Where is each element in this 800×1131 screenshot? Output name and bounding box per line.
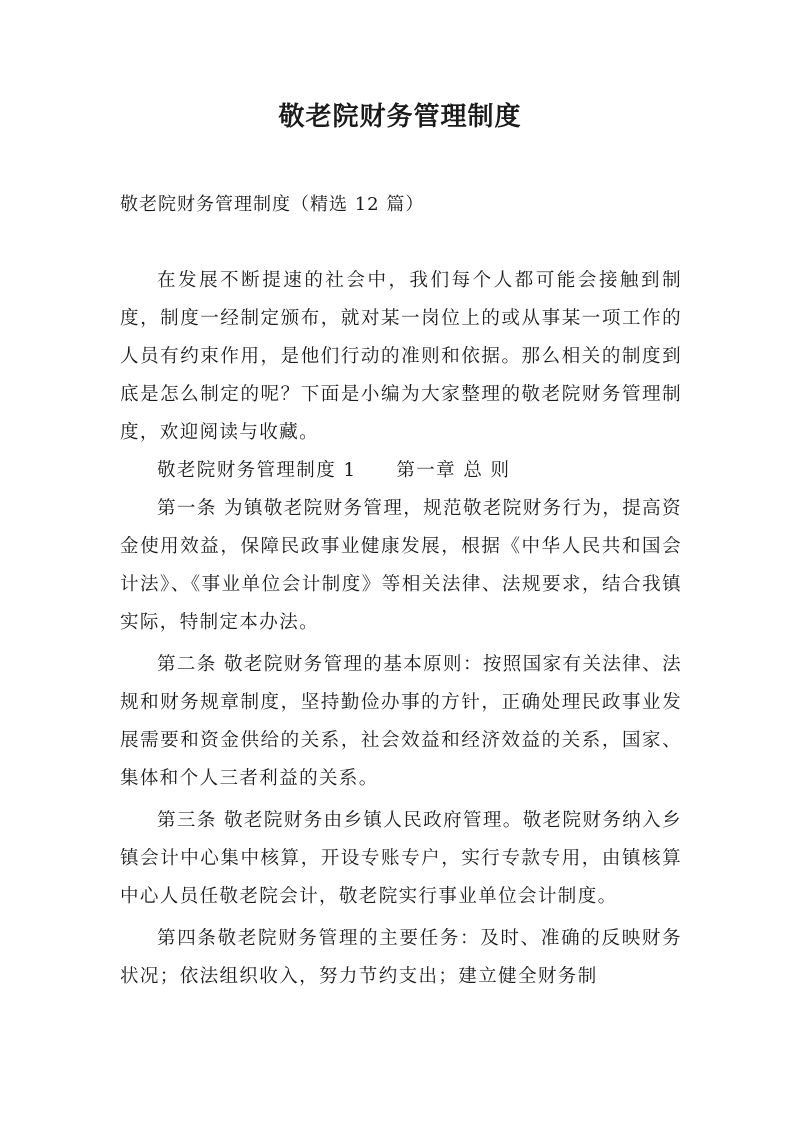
article-4: 第四条敬老院财务管理的主要任务：及时、准确的反映财务状况；依法组织收入，努力节约支出；建立健全财务制	[120, 928, 682, 987]
document-title: 敬老院财务管理制度	[278, 102, 522, 132]
article-3: 第三条 敬老院财务由乡镇人民政府管理。敬老院财务纳入乡镇会计中心集中核算，开设专账专户，实行专款专用，由镇核算中心人员任敬老院会计，敬老院实行事业单位会计制度。	[120, 810, 682, 907]
intro-paragraph: 在发展不断提速的社会中，我们每个人都可能会接触到制度，制度一经制定颁布，就对某一岗位上的或从事某一项工作的人员有约束作用，是他们行动的准则和依据。那么相关的制度到底是怎么制定的呢？下面是小编为大家整理的敬老院财务管理制度，欢迎阅读与收藏。	[120, 270, 682, 443]
document-body	[120, 262, 682, 996]
article-1: 第一条 为镇敬老院财务管理，规范敬老院财务行为，提高资金使用效益，保障民政事业健康发展，根据《中华人民共和国会计法》、《事业单位会计制度》等相关法律、法规要求，结合我镇实际，特制定本办法。	[120, 498, 682, 633]
section-heading: 敬老院财务管理制度 1 第一章 总 则	[157, 460, 511, 481]
document-subtitle: 敬老院财务管理制度（精选 12 篇）	[120, 194, 425, 215]
article-2: 第二条 敬老院财务管理的基本原则：按照国家有关法律、法规和财务规章制度，坚持勤俭办事的方针，正确处理民政事业发展需要和资金供给的关系，社会效益和经济效益的关系，国家、集体和个人三者利益的关系。	[120, 654, 682, 789]
